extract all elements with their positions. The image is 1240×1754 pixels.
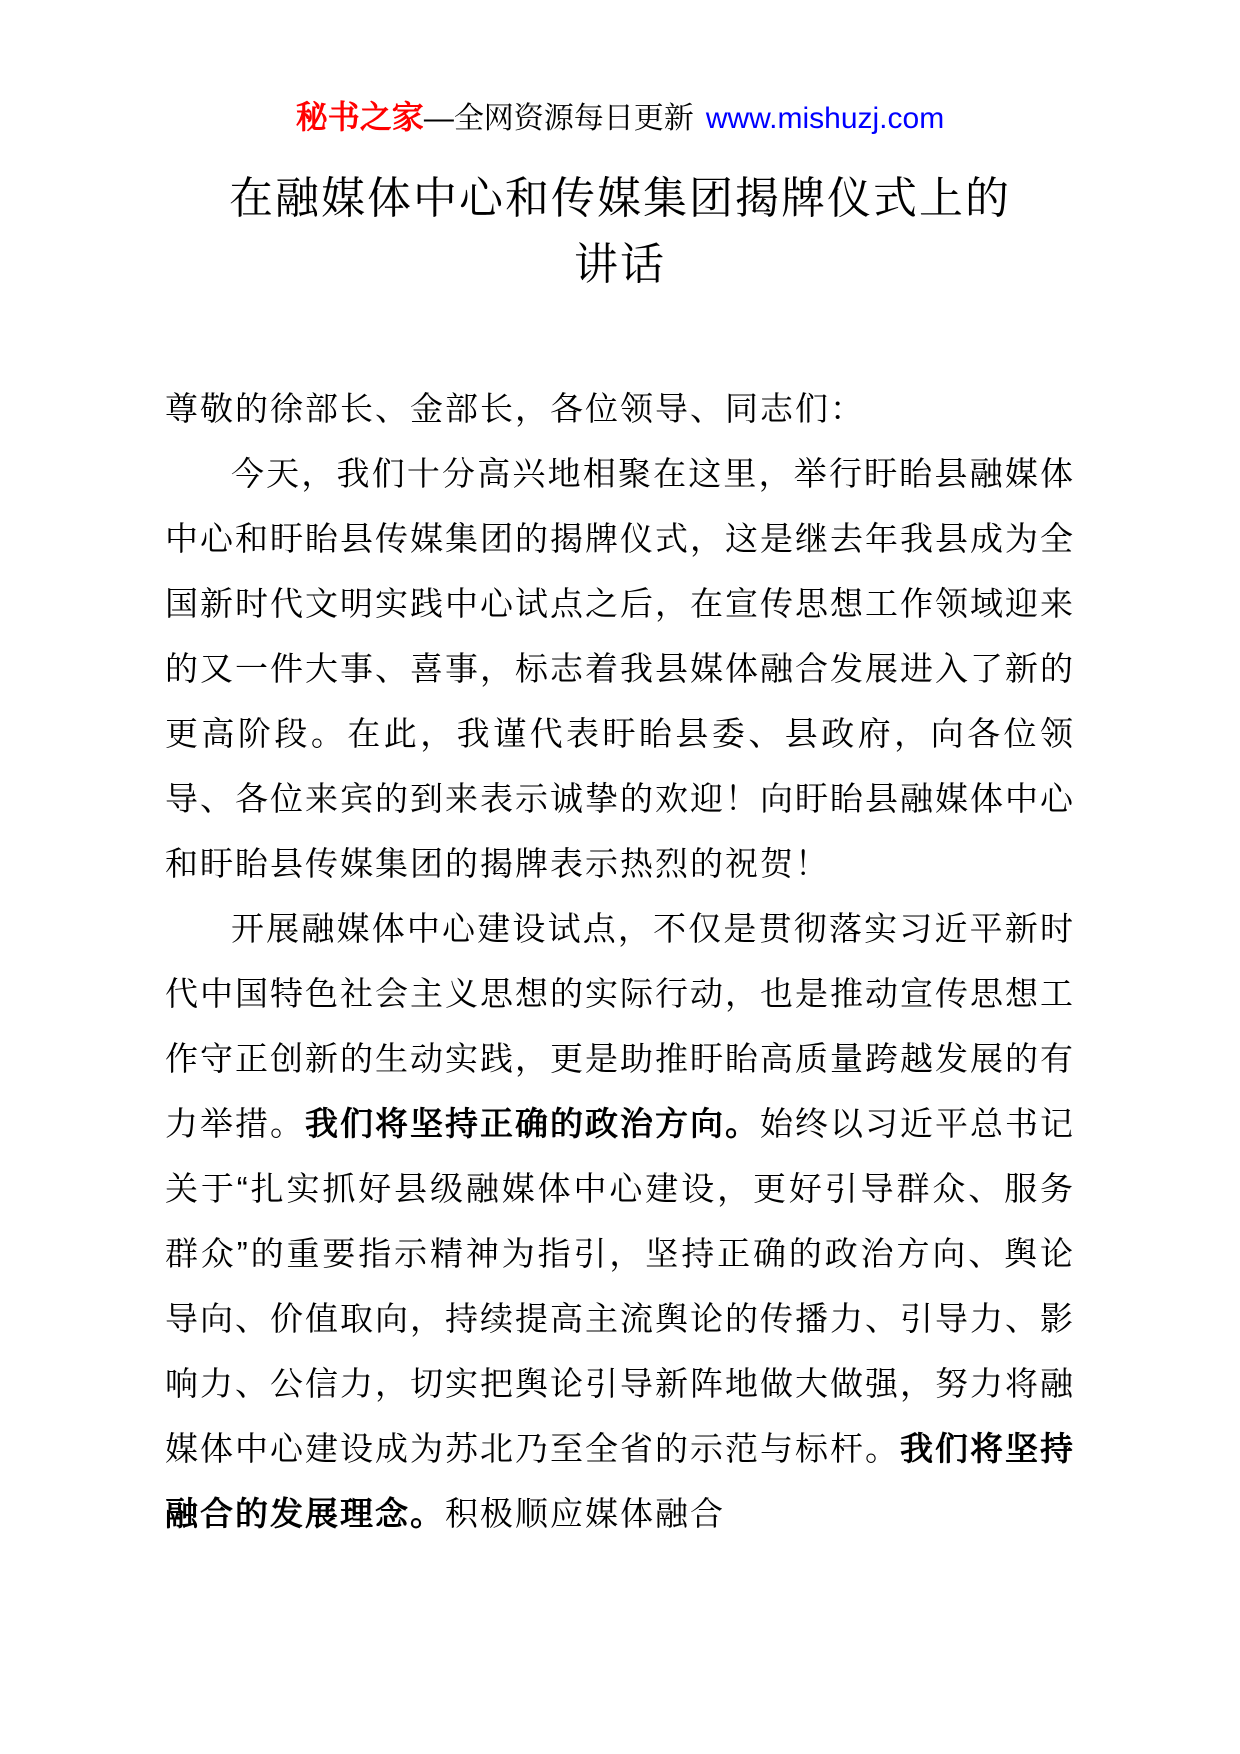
- site-header: [0, 0, 1240, 140]
- body-text: 积极顺应媒体融合: [445, 1495, 725, 1532]
- header-separator: —: [423, 102, 454, 135]
- body-text: 今天，我们十分高兴地相聚在这里，举行盱眙县融媒体中心和盱眙县传媒集团的揭牌仪式，这是继去年我县成为全国新时代文明实践中心试点之后，在宣传思想工作领域迎来的又一件大事、喜事，标志着我县媒体融合发展进入了新的更高阶段。在此，我谨代表盱眙县委、县政府，向各位领导、各位来宾的到来表示诚挚的欢迎！向盱眙县融媒体中心和盱眙县传媒集团的揭牌表示热烈的祝贺！: [165, 455, 1075, 882]
- paragraph: [165, 896, 1075, 1546]
- document-body: [165, 376, 1075, 1546]
- header-tagline: 全网资源每日更新: [453, 102, 694, 135]
- salutation-line: 尊敬的徐部长、金部长，各位领导、同志们：: [165, 390, 865, 427]
- body-text: 开展融媒体中心建设试点，不仅是贯彻落实习近平新时代中国特色社会主义思想的实际行动，也是推动宣传思想工作守正创新的生动实践，更是助推盱眙高质量跨越发展的有力举措。: [165, 910, 1075, 1142]
- paragraph: [165, 441, 1075, 896]
- bold-emphasis-text: 我们将坚持正确的政治方向。: [305, 1105, 760, 1142]
- body-text: 始终以习近平总书记关于“扎实抓好县级融媒体中心建设，更好引导群众、服务群众”的重要指示精神为指引，坚持正确的政治方向、舆论导向、价值取向，持续提高主流舆论的传播力、引导力、影响力、公信力，切实把舆论引导新阵地做大做强，努力将融媒体中心建设成为苏北乃至全省的示范与标杆。: [165, 1105, 1075, 1467]
- site-url-link[interactable]: www.mishuzj.com: [705, 102, 945, 135]
- paragraphs-container: [165, 441, 1075, 1546]
- document-title: 在融媒体中心和传媒集团揭牌仪式上的讲话: [229, 174, 1011, 289]
- bold-emphasis-text: 我们将坚持融合的发展理念。: [165, 1430, 1075, 1532]
- site-brand: 秘书之家: [295, 99, 424, 135]
